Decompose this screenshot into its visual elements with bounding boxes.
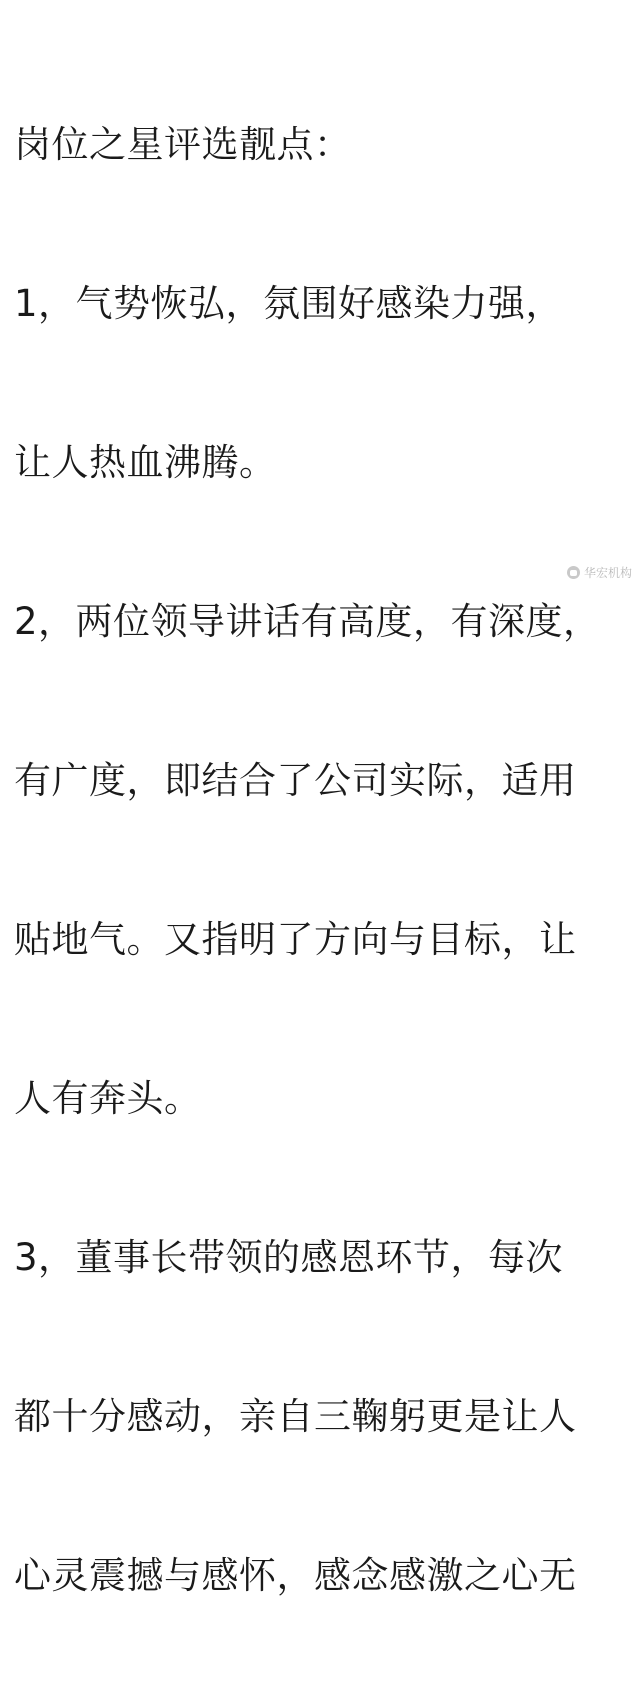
watermark-label: 华宏机构 — [583, 566, 632, 580]
document-text-block — [14, 12, 626, 1708]
text-line-8: 3，董事长带领的感恩环节，每次 — [14, 1236, 564, 1279]
text-line-9: 都十分感动，亲自三鞠躬更是让人 — [14, 1395, 577, 1438]
watermark — [567, 564, 632, 581]
text-line-10: 心灵震撼与感怀，感念感激之心无 — [14, 1554, 577, 1597]
text-line-5: 有广度，即结合了公司实际，适用 — [14, 759, 577, 802]
text-line-3: 让人热血沸腾。 — [14, 441, 277, 484]
text-line-1: 岗位之星评选靓点： — [14, 123, 352, 166]
app-logo-icon — [567, 566, 580, 579]
text-line-6: 贴地气。又指明了方向与目标，让 — [14, 918, 577, 961]
text-line-4: 2，两位领导讲话有高度，有深度， — [14, 600, 601, 643]
text-line-2: 1，气势恢弘，氛围好感染力强， — [14, 282, 564, 325]
text-line-7: 人有奔头。 — [14, 1077, 202, 1120]
